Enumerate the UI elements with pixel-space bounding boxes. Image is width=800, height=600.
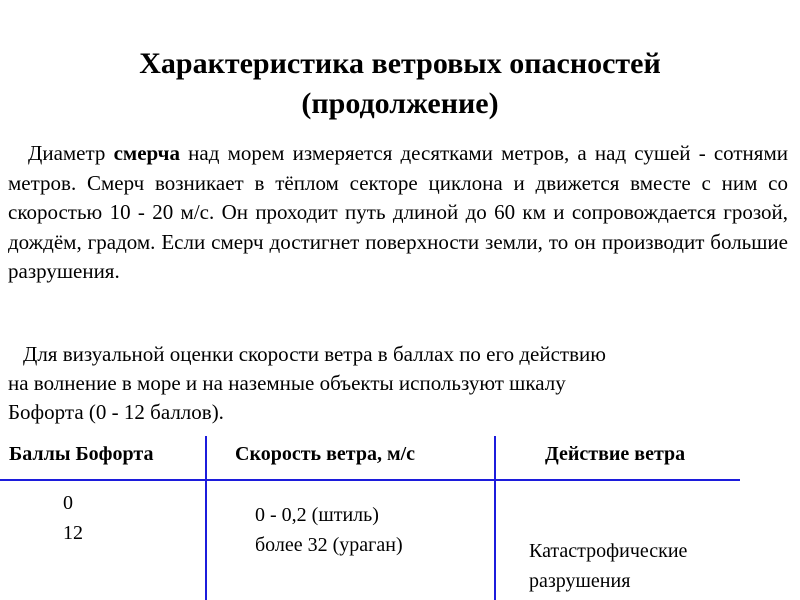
table-header-divider [0, 479, 740, 481]
page-title [0, 44, 800, 124]
paragraph1-rest: над морем измеряется десятками метров, а над сушей - сотнями метров. Смерч возникает в тёплом секторе циклона и движется вместе с ним со скоростью 10 - 20 м/с. Он проходит путь длиной до 60 км и сопровождается грозой, дождём, градом. Если смерч достигнет поверхности земли, то он производит большие разрушения. [8, 141, 788, 283]
table-cell-speed [255, 500, 403, 560]
table-cell-points [63, 488, 83, 548]
beaufort-intro-paragraph [8, 340, 768, 427]
title-line-2: (продолжение) [301, 87, 499, 120]
table-header-beaufort-points: Баллы Бофорта [9, 443, 154, 465]
speed-value-calm: 0 - 0,2 (штиль) [255, 504, 379, 526]
speed-value-hurricane: более 32 (ураган) [255, 534, 403, 556]
paragraph2-line-3: Бофорта (0 - 12 баллов). [8, 400, 224, 424]
paragraph2-line-2: на волнение в море и на наземные объекты используют шкалу [8, 371, 566, 395]
table-column-divider-2 [494, 436, 496, 600]
paragraph1-bold-term: смерча [113, 141, 181, 165]
paragraph2-line-1: Для визуальной оценки скорости ветра в баллах по его действию [23, 342, 606, 366]
effect-line-1: Катастрофические [529, 540, 688, 562]
table-header-wind-speed: Скорость ветра, м/с [235, 443, 416, 465]
table-column-divider-1 [205, 436, 207, 600]
table-cell-effect [529, 536, 687, 596]
effect-line-2: разрушения [529, 570, 631, 592]
paragraph1-start: Диаметр [28, 141, 114, 165]
title-line-1: Характеристика ветровых опасностей [139, 47, 661, 80]
points-value-0: 0 [63, 492, 73, 514]
points-value-12: 12 [63, 522, 83, 544]
table-header-wind-effect: Действие ветра [545, 443, 686, 465]
tornado-paragraph [8, 139, 788, 287]
